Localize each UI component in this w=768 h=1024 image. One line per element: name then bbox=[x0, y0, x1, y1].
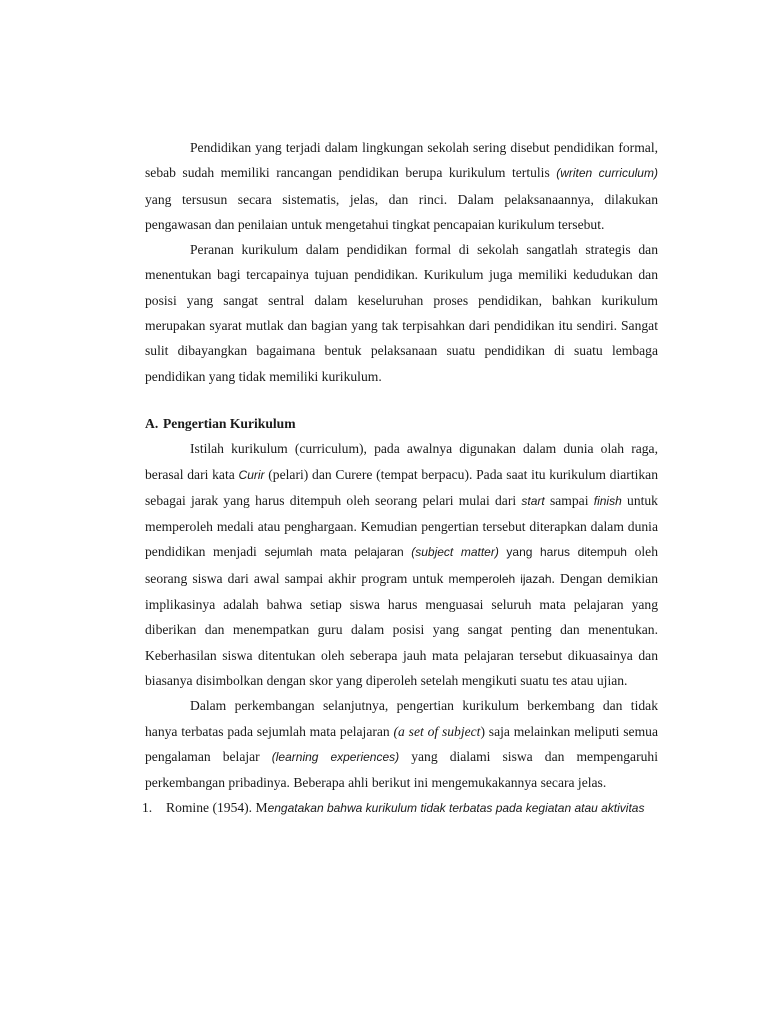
sans-run: yang harus ditempuh bbox=[498, 545, 627, 560]
sans-run: memperoleh ijazah bbox=[448, 571, 552, 586]
text-run: Pendidikan yang terjadi dalam lingkungan sekolah sering disebut pendidikan formal, sebab sudah memiliki rancangan pendidikan berupa kurikulum tertulis bbox=[145, 140, 658, 181]
page-content bbox=[142, 135, 658, 822]
intro-paragraph-1 bbox=[145, 135, 658, 237]
text-run: yang tersusun secara sistematis, jelas, dan rinci. Dalam pelaksanaannya, dilakukan pengawasan dan penilaian untuk mengetahui tingkat pencapaian kurikulum tersebut. bbox=[145, 191, 658, 232]
text-run: oleh seorang siswa dari awal sampai akhir program untuk bbox=[145, 544, 658, 586]
italic-term: (learning experiences) bbox=[271, 749, 400, 764]
text-run: . Dengan demikian implikasinya adalah bahwa setiap siswa harus menguasai seluruh mata pelajaran yang diberikan dan menempatkan guru dalam posisi yang sangat penting dan menentukan. Keberhasilan siswa ditentukan oleh seberapa jauh mata pelajaran tersebut dikuasainya dan biasanya disimbolkan dengan skor yang diperoleh setelah mengikuti suatu tes atau ujian. bbox=[145, 570, 658, 688]
italic-term: (writen curriculum) bbox=[556, 166, 658, 181]
italic-term: start bbox=[521, 493, 545, 508]
text-run: Dalam perkembangan selanjutnya, pengertian kurikulum berkembang dan tidak hanya terbatas pada sejumlah mata pelajaran bbox=[145, 698, 658, 739]
section-number: A. bbox=[145, 415, 159, 431]
sans-run: sejumlah mata pelajaran bbox=[264, 545, 412, 560]
list-item bbox=[142, 795, 658, 821]
text-run: yang dialami siswa dan mempengaruhi perkembangan pribadinya. Beberapa ahli berikut ini mengemukakannya secara jelas. bbox=[145, 748, 658, 791]
list-marker: 1. bbox=[142, 800, 153, 816]
section-paragraph-2 bbox=[145, 693, 658, 795]
section-paragraph-1 bbox=[145, 436, 658, 693]
intro-paragraph-2: Peranan kurikulum dalam pendidikan formal di sekolah sangatlah strategis dan menentukan bagi tercapainya tujuan pendidikan. Kurikulum juga memiliki kedudukan dan posisi yang sangat sentral dalam keseluruhan proses pendidikan, bahkan kurikulum merupakan syarat mutlak dan bagian yang tak terpisahkan dari pendidikan itu sendiri. Sangat sulit dibayangkan bagaimana bentuk pelaksanaan suatu pendidikan di suatu lembaga pendidikan yang tidak memiliki kurikulum. bbox=[145, 242, 658, 384]
italic-term: engatakan bahwa kurikulum tidak terbatas pada kegiatan atau aktivitas bbox=[267, 801, 645, 816]
italic-term: finish bbox=[593, 493, 622, 508]
text-run: (pelari) dan Curere (tempat berpacu). Pada saat itu kurikulum diartikan sebagai jarak yang harus ditempuh oleh seorang pelari mulai dari bbox=[145, 466, 658, 508]
section-heading bbox=[145, 411, 658, 436]
text-run: untuk memperoleh medali atau penghargaan. Kemudian pengertian tersebut diterapkan dalam dunia pendidikan menjadi bbox=[145, 492, 658, 560]
text-run: Romine (1954). M bbox=[166, 800, 268, 816]
italic-term: Curir bbox=[238, 467, 265, 482]
italic-term: (subject matter) bbox=[411, 545, 499, 560]
section-title: Pengertian Kurikulum bbox=[163, 415, 296, 431]
italic-term: (a set of subject bbox=[393, 723, 481, 739]
text-run: ) saja melainkan meliputi semua pengalaman belajar bbox=[145, 723, 658, 764]
text-run: sampai bbox=[544, 492, 594, 508]
text-run: Istilah kurikulum (curriculum), pada awalnya digunakan dalam dunia olah raga, berasal dari kata bbox=[145, 441, 658, 482]
